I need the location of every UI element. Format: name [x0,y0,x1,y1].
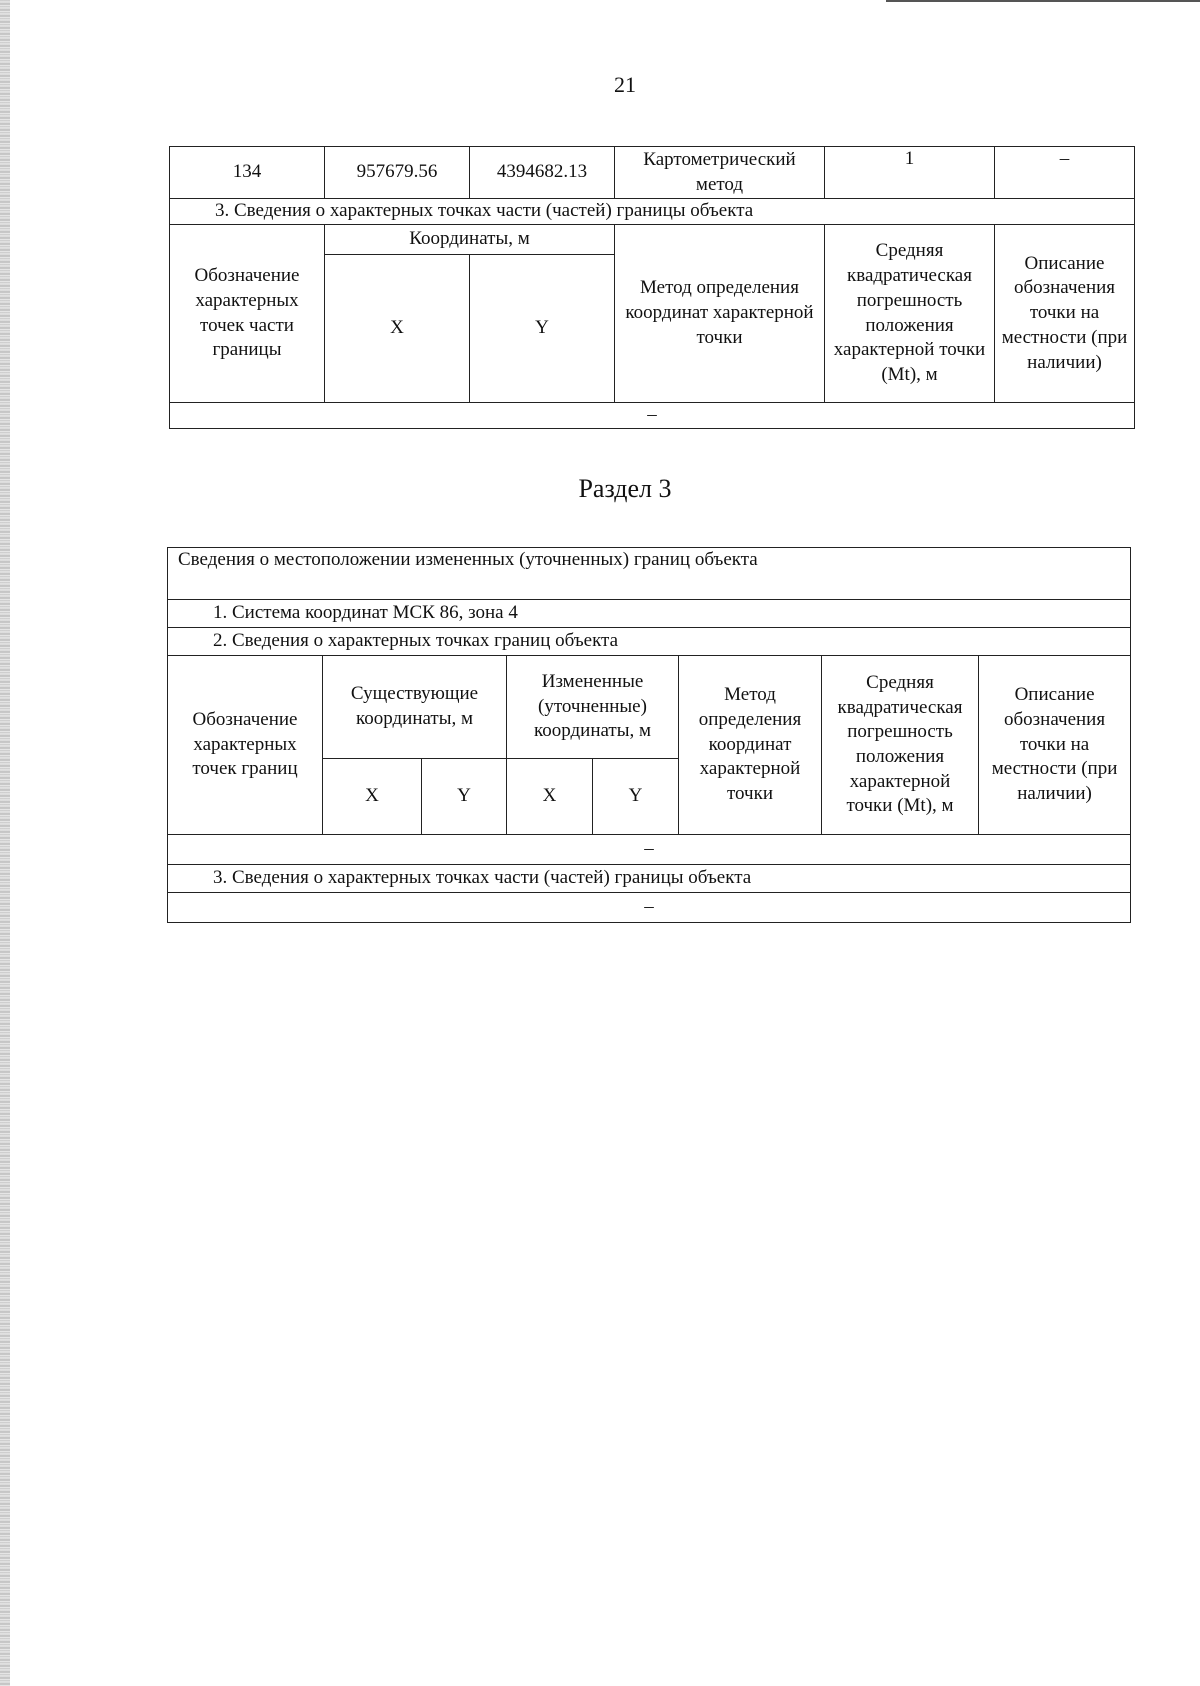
existing-x-header: X [323,759,422,835]
header-row [170,225,1135,255]
section-heading-row [168,865,1131,893]
empty-value-cell: – [168,893,1131,923]
mt-cell: 1 [825,147,995,199]
section-heading-row [168,628,1131,656]
x-header: X [325,255,470,403]
changed-y-header: Y [593,759,679,835]
description-cell: – [995,147,1135,199]
table-title-row [168,548,1131,600]
designation-header: Обозначение характерных точек части границы [170,225,325,403]
empty-value-cell: – [168,835,1131,865]
designation-header: Обозначение характерных точек границ [168,656,323,835]
header-row [168,656,1131,759]
description-header: Описание обозначения точки на местности (при наличии) [995,225,1135,403]
changed-boundaries-table [167,547,1131,923]
scan-top-line [886,0,1200,2]
y-header: Y [470,255,615,403]
method-cell: Картометрический метод [615,147,825,199]
method-header: Метод определения координат характерной точки [679,656,822,835]
table-row [168,835,1131,865]
table-title: Сведения о местоположении измененных (уточненных) границ объекта [168,548,1131,600]
section-title: Раздел 3 [578,474,672,503]
part-points-heading: 3. Сведения о характерных точках части (частей) границы объекта [168,865,1131,893]
mt-header: Средняя квадратическая погрешность положения характерной точки (Mt), м [825,225,995,403]
part-points-heading: 3. Сведения о характерных точках части (частей) границы объекта [170,199,1135,225]
x-value-cell: 957679.56 [325,147,470,199]
point-number-cell: 134 [170,147,325,199]
description-header: Описание обозначения точки на местности (при наличии) [979,656,1131,835]
y-value-cell: 4394682.13 [470,147,615,199]
method-header: Метод определения координат характерной точки [615,225,825,403]
changed-x-header: X [507,759,593,835]
table-row [170,147,1135,199]
existing-y-header: Y [422,759,507,835]
part-points-table [169,146,1135,429]
coordinates-header: Координаты, м [325,225,615,255]
changed-coordinates-header: Измененные (уточненные) координаты, м [507,656,679,759]
section-heading-row [168,600,1131,628]
table-row [168,893,1131,923]
existing-coordinates-header: Существующие координаты, м [323,656,507,759]
table-row [170,403,1135,429]
empty-value-cell: – [170,403,1135,429]
page-number: 21 [614,72,636,97]
section-heading-row [170,199,1135,225]
boundary-points-heading: 2. Сведения о характерных точках границ объекта [168,628,1131,656]
coordinate-system: 1. Система координат МСК 86, зона 4 [168,600,1131,628]
scan-edge [0,0,10,1686]
mt-header: Средняя квадратическая погрешность положения характерной точки (Mt), м [822,656,979,835]
